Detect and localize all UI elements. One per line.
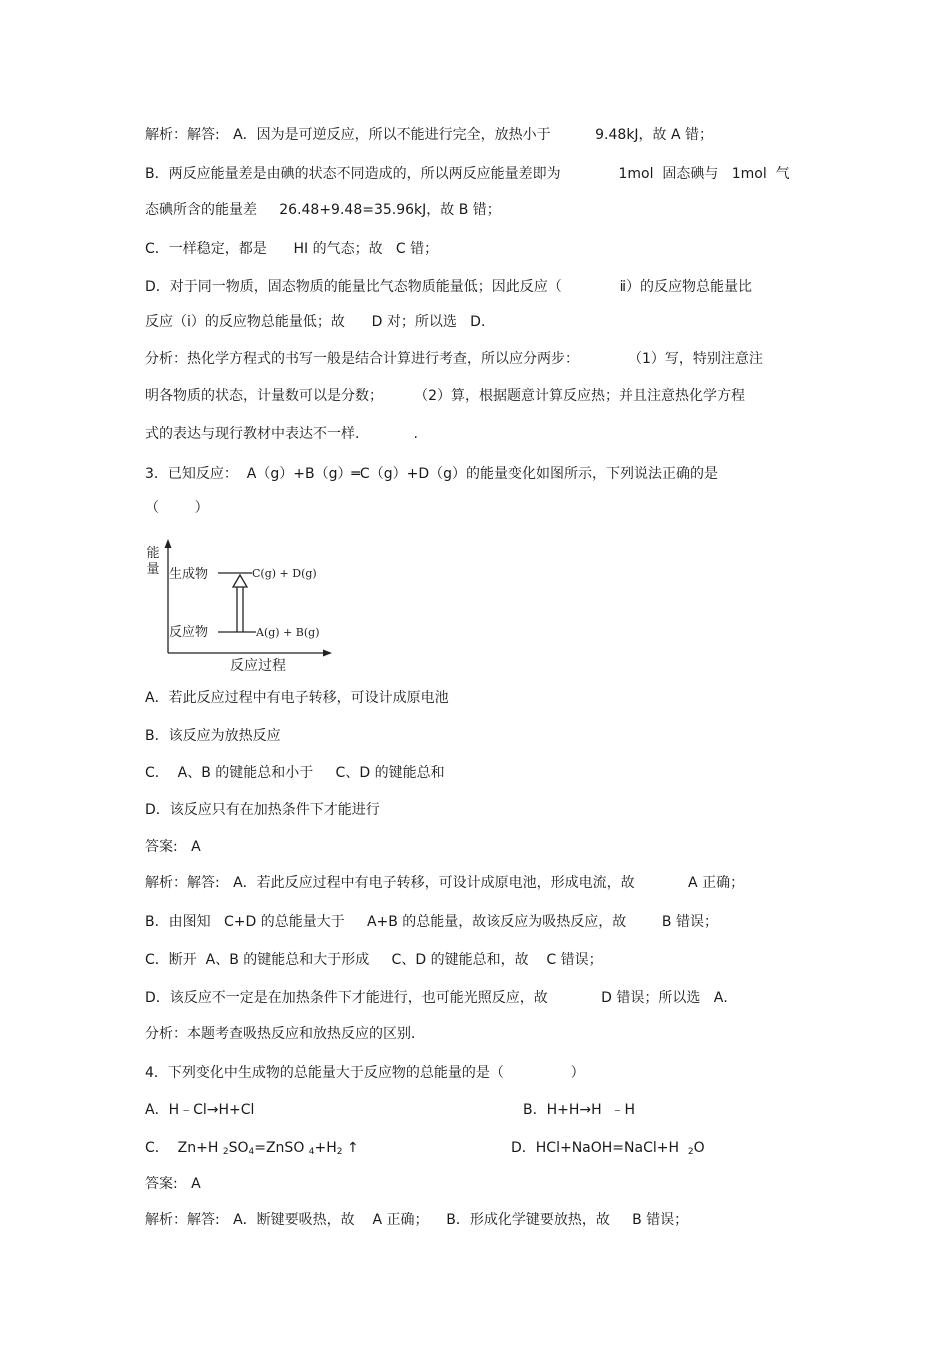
y-axis-label: 能 [146, 546, 160, 561]
text-line: 明各物质的状态，计量数可以是分数； （2）算，根据题意计算反应热；并且注意热化学方程 [145, 388, 746, 404]
y-axis-label: 量 [146, 562, 160, 577]
text-line: 态碘所含的能量差 26.48+9.48=35.96kJ，故 B 错； [145, 202, 501, 218]
text-line: C．断开 A、B 的键能总和大于形成 C、D 的键能总和，故 C 错误； [145, 952, 603, 968]
text-line: 分析：热化学方程式的书写一般是结合计算进行考查，所以应分两步： （1）写，特别注意注 [145, 351, 763, 367]
text-line: 分析：本题考查吸热反应和放热反应的区别． [145, 1026, 425, 1042]
product-formula: C(g) + D(g) [252, 567, 317, 580]
text-line: 式的表达与现行教材中表达不一样． . [145, 426, 418, 442]
text-line: B．两反应能量差是由碘的状态不同造成的，所以两反应能量差即为 1mol 固态碘与 1mol 气 [145, 166, 790, 182]
q4-option-b: B．H+H→H ﹣H [523, 1102, 636, 1118]
option-d: D．该反应只有在加热条件下才能进行 [145, 802, 380, 818]
question-3: 3．已知反应： A（g）+B（g）═C（g）+D（g）的能量变化如图所示，下列说法正确的是 [145, 466, 718, 482]
q4-option-c: C． Zn+H $_2SO_4=ZnSO$ $_4+H_2$ ↑ [145, 1140, 359, 1157]
text-line: D．该反应不一定是在加热条件下才能进行，也可能光照反应，故 D 错误；所以选 A． [145, 990, 738, 1006]
energy-diagram [140, 535, 340, 675]
text-line: 解析：解答: A．因为是可逆反应，所以不能进行完全，放热小于 9.48kJ，故 A 错； [145, 127, 714, 143]
question-4: 4．下列变化中生成物的总能量大于反应物的总能量的是（ ） [145, 1065, 585, 1081]
answer: 答案: A [145, 839, 201, 855]
product-label: 生成物 [169, 567, 209, 582]
answer: 答案: A [145, 1176, 201, 1192]
option-c: C． A、B 的键能总和小于 C、D 的键能总和 [145, 765, 445, 781]
q4-option-a: A．H﹣Cl→H+Cl [145, 1102, 255, 1118]
option-a: A．若此反应过程中有电子转移，可设计成原电池 [145, 690, 449, 706]
option-b: B．该反应为放热反应 [145, 728, 281, 744]
x-axis-label: 反应过程 [230, 658, 286, 674]
reactant-label: 反应物 [169, 625, 209, 640]
text-line: D．对于同一物质，固态物质的能量比气态物质能量低；因此反应（ ⅱ）的反应物总能量比 [145, 279, 753, 295]
text-line: B．由图知 C+D 的总能量大于 A+B 的总能量，故该反应为吸热反应，故 B 错误； [145, 914, 718, 930]
text-line: 反应（ⅰ）的反应物总能量低；故 D 对；所以选 D． [145, 314, 495, 330]
text-line: 解析：解答: A．若此反应过程中有电子转移，可设计成原电池，形成电流，故 A 正确； [145, 875, 745, 891]
text-line: C．一样稳定，都是 HI 的气态；故 C 错； [145, 241, 439, 257]
text-line: 解析：解答: A．断键要吸热，故 A 正确； B．形成化学键要放热，故 B 错误； [145, 1212, 689, 1228]
text-line: （ ） [145, 500, 209, 516]
q4-option-d: D．HCl+NaOH=NaCl+H $_2$O [511, 1140, 705, 1157]
reactant-formula: A(g) + B(g) [256, 626, 320, 639]
